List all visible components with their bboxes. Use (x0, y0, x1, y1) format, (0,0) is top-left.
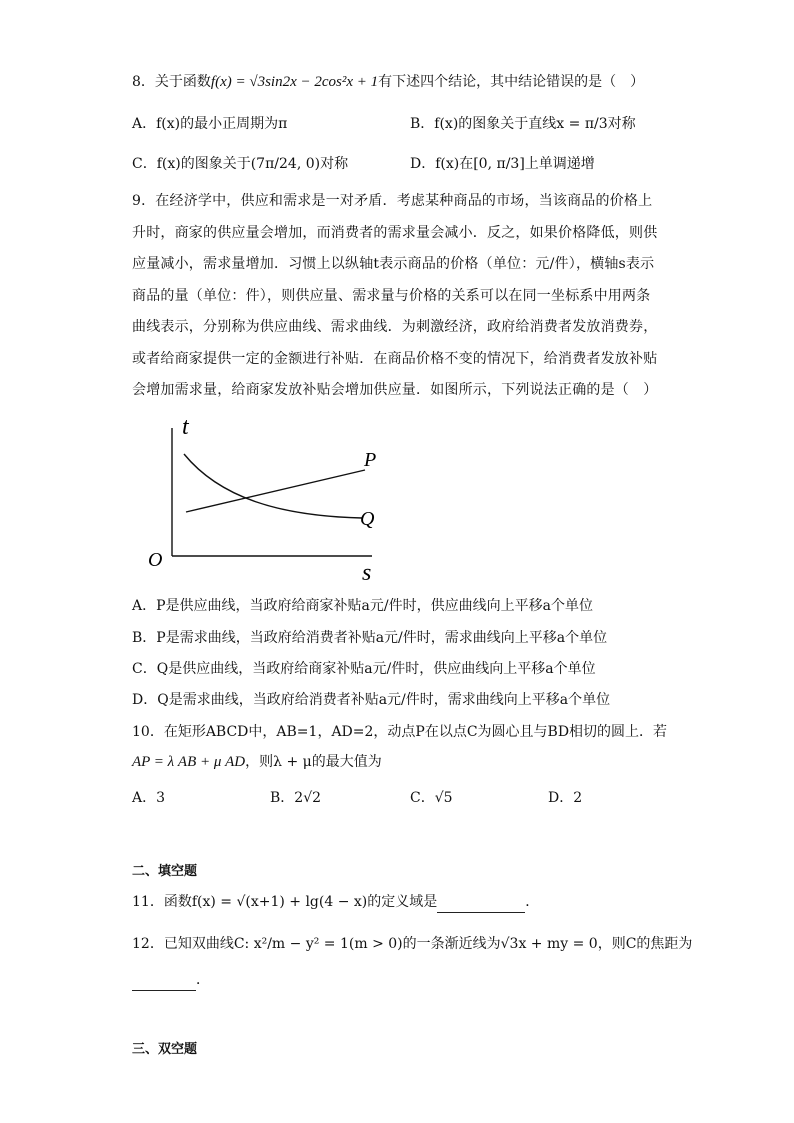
label-t: t (182, 414, 189, 440)
q8-formula: f(x) = √3sin2x − 2cos²x + 1 (210, 74, 379, 90)
q11-answer-blank[interactable] (437, 892, 525, 913)
supply-demand-graph (140, 408, 390, 586)
label-p: P (364, 449, 377, 471)
q8-option-d: D．f(x)在[0, π/3]上单调递增 (410, 156, 595, 172)
label-origin: O (148, 549, 163, 571)
label-s: s (362, 560, 372, 586)
curve-q (184, 454, 362, 518)
section-fill-in-title: 二、填空题 (132, 864, 198, 879)
q10-option-a: A．3 (132, 790, 166, 806)
q8-option-c: C．f(x)的图象关于(7π/24, 0)对称 (132, 156, 349, 172)
q12: 12．已知双曲线C: x²/m − y² = 1(m > 0)的一条渐近线为√3x + my = 0，则C的焦距为 (132, 936, 693, 952)
q12-answer: ． (132, 970, 210, 991)
curve-p (186, 470, 365, 512)
q11: 11．函数f(x) = √(x+1) + lg(4 − x)的定义域是 ． (132, 892, 539, 913)
q8-stem: 8．关于函数f(x) = √3sin2x − 2cos²x + 1有下述四个结论，其中结论错误的是（ ） (132, 74, 645, 90)
q10-option-b: B．2√2 (270, 790, 322, 806)
q10-option-d: D．2 (548, 790, 583, 806)
q10-stem: 10．在矩形ABCD中，AB=1，AD=2，动点P在以点C为圆心且与BD相切的圆上．若 (132, 724, 668, 740)
q9-option-a: A．P是供应曲线，当政府给商家补贴a元/件时，供应曲线向上平移a个单位 (132, 598, 593, 614)
q9-stem: 9．在经济学中，供应和需求是一对矛盾．考虑某种商品的市场，当该商品的价格上升时，商家的供应量会增加，而消费者的需求量会减小．反之，如果价格降低，则供应量减小，需求量增加．习惯上以纵轴t表示商品的价格（单位：元/件），横轴s表示商品的量（单位：件），则供应量、需求量与价格的关系可以在同一坐标系中用两条曲线表示，分别称为供应曲线、需求曲线．为刺激经济，政府给消费者发放消费券，或者给商家提供一定的金额进行补贴．在商品价格不变的情况下，给消费者发放补贴会增加需求量，给商家发放补贴会增加供应量．如图所示，下列说法正确的是（ ） (132, 193, 658, 398)
label-q: Q (360, 508, 375, 530)
q10-vector-eq: AP = λ AB + μ AD (132, 754, 246, 770)
q12-answer-blank[interactable] (132, 970, 196, 991)
q10-condition: AP = λ AB + μ AD，则λ + μ的最大值为 (132, 754, 382, 770)
section-double-blank-title: 三、双空题 (132, 1042, 198, 1057)
q9-option-c: C．Q是供应曲线，当政府给商家补贴a元/件时，供应曲线向上平移a个单位 (132, 661, 596, 677)
q8-option-b: B．f(x)的图象关于直线x = π/3对称 (410, 116, 636, 132)
q9-option-d: D．Q是需求曲线，当政府给消费者补贴a元/件时，需求曲线向上平移a个单位 (132, 692, 611, 708)
q8-option-a: A．f(x)的最小正周期为π (132, 116, 288, 132)
q9-option-b: B．P是需求曲线，当政府给消费者补贴a元/件时，需求曲线向上平移a个单位 (132, 630, 608, 646)
q10-option-c: C．√5 (410, 790, 453, 806)
